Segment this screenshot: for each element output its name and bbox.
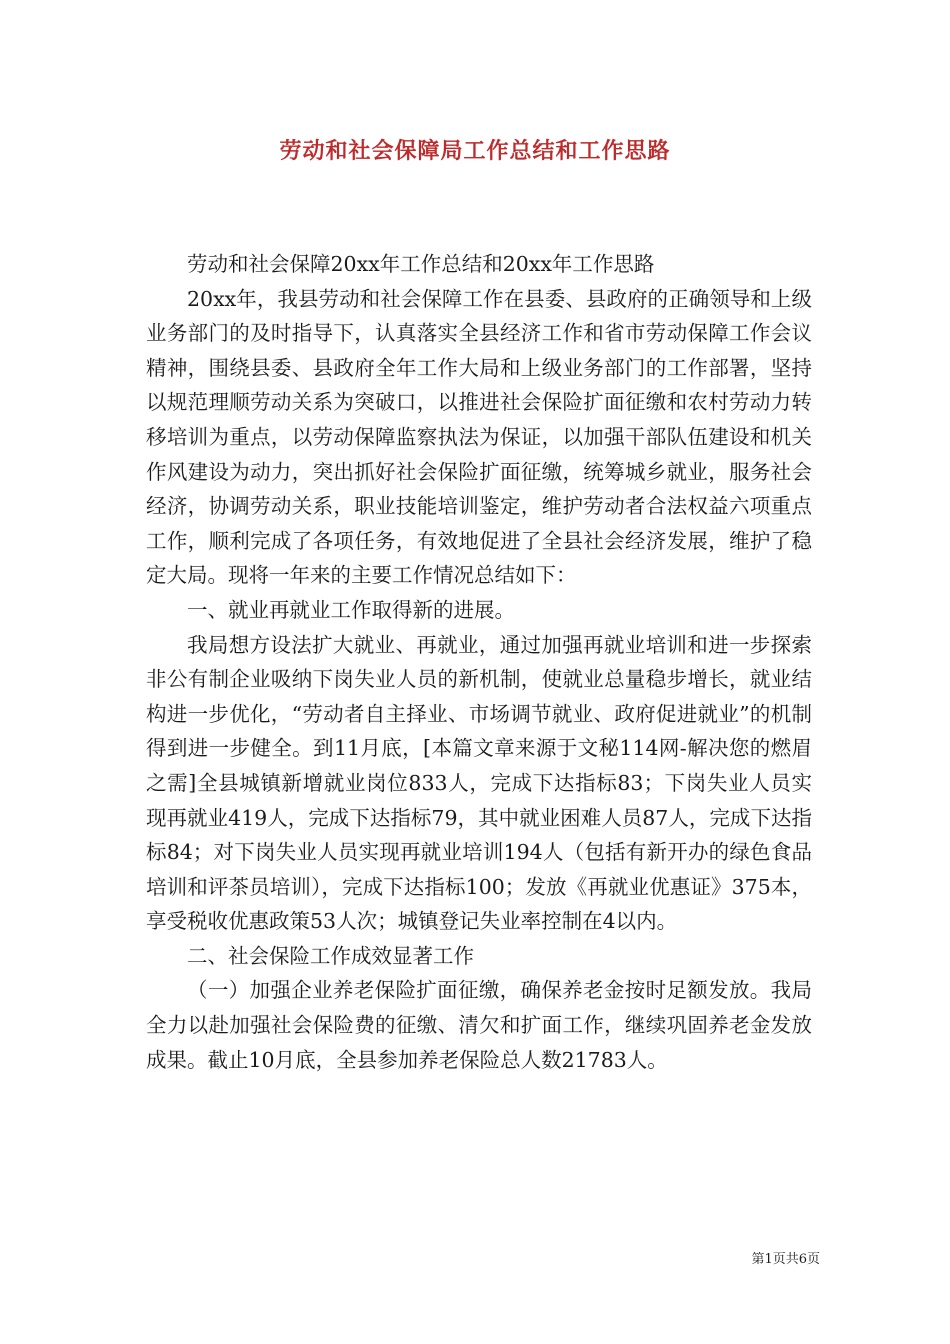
section-heading-employment: 一、就业再就业工作取得新的进展。 [187,597,515,622]
document-body [146,247,812,1077]
paragraph-subtitle: 劳动和社会保障20xx年工作总结和20xx年工作思路 [187,252,655,276]
paragraph-employment: 我局想方设法扩大就业、再就业，通过加强再就业培训和进一步探索非公有制企业吸纳下岗失业人员的新机制，使就业总量稳步增长，就业结构进一步优化，“劳动者自主择业、市场调节就业、政府促进就业”的机制得到进一步健全。到11月底，[本篇文章来源于文秘114网-解决您的燃眉之需]全县城镇新增就业岗位833人，完成下达指标83；下岗失业人员实现再就业419人，完成下达指标79，其中就业困难人员87人，完成下达指标84；对下岗失业人员实现再就业培训194人（包括有新开办的绿色食品培训和评茶员培训），完成下达指标100；发放《再就业优惠证》375本，享受税收优惠政策53人次；城镇登记失业率控制在4以内。 [146,632,812,934]
paragraph-intro: 20xx年，我县劳动和社会保障工作在县委、县政府的正确领导和上级业务部门的及时指导下，认真落实全县经济工作和省市劳动保障工作会议精神，围绕县委、县政府全年工作大局和上级业务部门的工作部署，坚持以规范理顺劳动关系为突破口，以推进社会保险扩面征缴和农村劳动力转移培训为重点，以劳动保障监察执法为保证，以加强干部队伍建设和机关作风建设为动力，突出抓好社会保险扩面征缴，统筹城乡就业，服务社会经济，协调劳动关系，职业技能培训鉴定，维护劳动者合法权益六项重点工作，顺利完成了各项任务，有效地促进了全县社会经济发展，维护了稳定大局。现将一年来的主要工作情况总结如下： [146,286,812,588]
page-number: 第1页共6页 [751,1252,820,1267]
document-title: 劳动和社会保障局工作总结和工作思路 [279,138,671,164]
section-heading-social-insurance: 二、社会保险工作成效显著工作 [187,943,474,968]
paragraph-pension: （一）加强企业养老保险扩面征缴，确保养老金按时足额发放。我局全力以赴加强社会保险费的征缴、清欠和扩面工作，继续巩固养老金发放成果。截止10月底，全县参加养老保险总人数21783人。 [146,978,812,1072]
